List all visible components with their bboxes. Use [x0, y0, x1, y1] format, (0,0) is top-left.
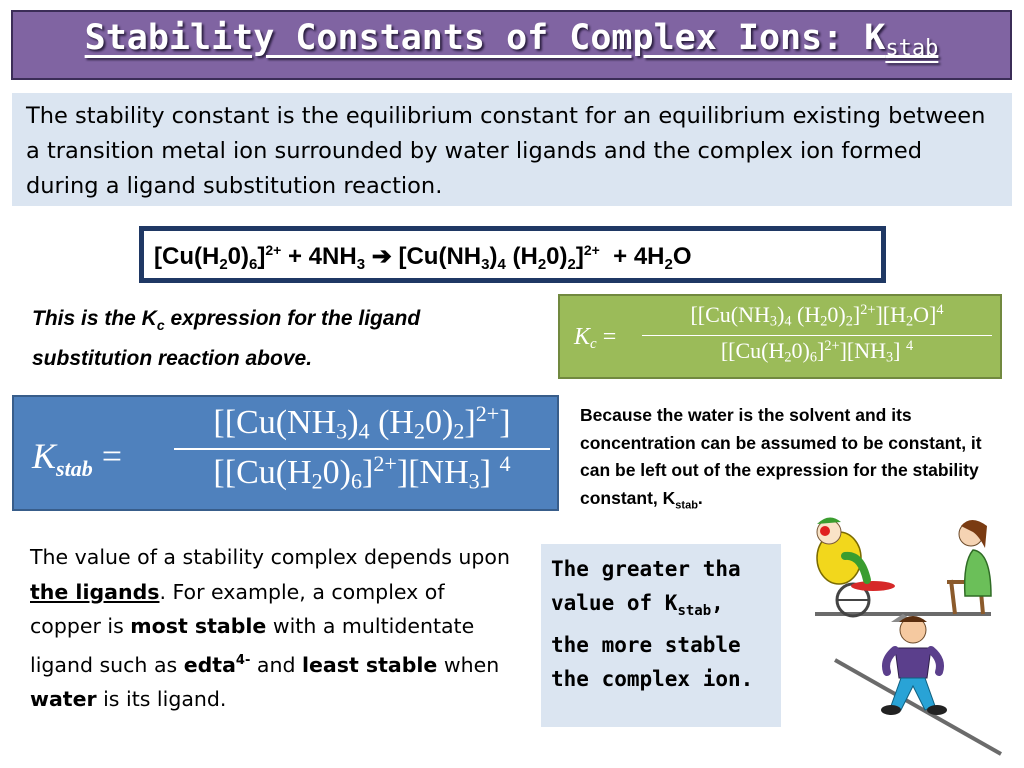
conclusion-box: The greater tha value of $K_{stab}$, the more stable the complex ion. — [541, 544, 781, 727]
reaction-arrow-icon: ➔ — [371, 243, 392, 270]
kc-numerator: [[$Cu(NH_3)_4$ $(H_20)_2]^{2+}][H_2O]^4$ — [690, 302, 944, 330]
kstab-fraction — [174, 401, 550, 494]
definition-box — [12, 93, 1012, 206]
title-bar — [11, 10, 1012, 80]
kc-denominator: $[[Cu(H_20)_6]^{2+}][NH_3]$ $^4$ — [720, 337, 914, 366]
kstab-fraction-bar — [174, 448, 550, 450]
kc-symbol: $K_c$ = — [574, 324, 623, 352]
ligand-paragraph: The value of a stability complex depends upon the ligands. For example, a complex of copper is most stable with a multidentate ligand such as edta$^{4-}$ and least stable when water is its ligand. — [30, 545, 510, 711]
kstab-numerator: [[$Cu(NH_3)_4$ $(H_20)_2]^{2+}$] — [213, 401, 511, 444]
kstab-symbol: $K_{stab}$ = — [32, 436, 123, 481]
reaction-equation: $[Cu(H_20)_6]^{2+} + 4NH_3$ ➔ [$Cu(NH_3)_4$ $(H_20)_2]^{2+} + 4H_2O$ — [139, 226, 886, 283]
kstab-expression-box — [12, 395, 559, 511]
kc-fraction-bar — [642, 335, 992, 336]
boy-shirt — [895, 648, 931, 678]
kstab-denominator: $[[Cu(H_20)_6]^{2+}][NH_3]$ $^4$ — [213, 450, 511, 494]
page-title: Stability Constants of Complex Ions: $K_{stab}$ — [84, 18, 939, 61]
kc-expression-box — [558, 294, 1002, 379]
unicycle-seat — [851, 581, 895, 591]
solvent-note: Because the water is the solvent and its concentration can be assumed to be constant, it can be left out of the expression for the stability constant, $K_{stab}$. — [580, 405, 982, 511]
girl-dress — [965, 550, 991, 596]
definition-text: The stability constant is the equilibrium constant for an equilibrium existing between a transition metal ion surrounded by water ligands and the complex ion formed during a ligand substitution reaction. — [26, 103, 986, 199]
kc-note: This is the $K_c$ expression for the ligand substitution reaction above. — [32, 307, 421, 371]
kc-fraction — [642, 302, 992, 366]
seesaw-balance-cartoon-icon — [795, 510, 1015, 760]
